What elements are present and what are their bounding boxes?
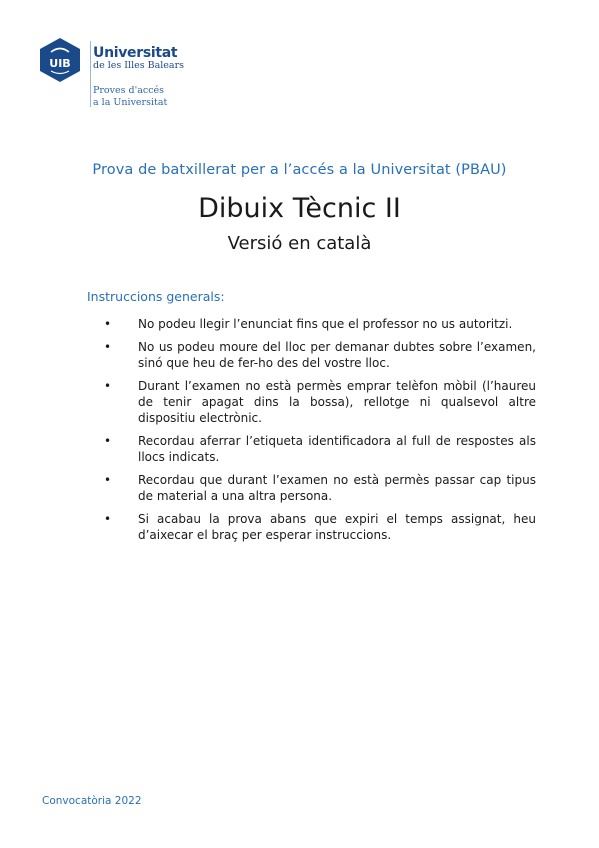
bullet-icon: •: [104, 473, 112, 487]
bullet-icon: •: [104, 317, 112, 331]
instruction-text: No podeu llegir l’enunciat fins que el professor no us autoritzi.: [138, 317, 513, 331]
university-subtitle: de les Illes Balears: [93, 60, 185, 71]
subject-version: Versió en català: [227, 233, 372, 254]
program-line-2: a la Universitat: [93, 97, 168, 108]
instruction-item: [87, 433, 536, 465]
instruction-text: Durant l’examen no està permès emprar telèfon mòbil (l’haureu de tenir apagat dins la bossa), rellotge ni qualsevol altre dispositiu electrònic.: [138, 379, 536, 425]
uib-seal-icon: [37, 37, 83, 83]
instruction-item: [87, 472, 536, 504]
instruction-item: [87, 511, 536, 543]
instruction-item: [87, 316, 536, 332]
bullet-icon: •: [104, 379, 112, 393]
instruction-item: [87, 339, 536, 371]
footer-convocatoria: Convocatòria 2022: [42, 795, 142, 807]
program-line-1: Proves d'accés: [93, 85, 165, 96]
subject-title: Dibuix Tècnic II: [198, 193, 401, 224]
instruction-text: No us podeu moure del lloc per demanar dubtes sobre l’examen, sinó que heu de fer-ho des del vostre lloc.: [138, 340, 536, 370]
instruction-item: [87, 378, 536, 426]
bullet-icon: •: [104, 512, 112, 526]
logo-divider: [90, 41, 91, 107]
instruction-text: Si acabau la prova abans que expiri el temps assignat, heu d’aixecar el braç per esperar instruccions.: [138, 512, 536, 542]
exam-heading: Prova de batxillerat per a l’accés a la Universitat (PBAU): [92, 162, 507, 178]
instruction-text: Recordau que durant l’examen no està permès passar cap tipus de material a una altra persona.: [138, 473, 536, 503]
university-logo: [37, 37, 237, 109]
university-name: Universitat: [93, 45, 178, 61]
instructions-list: [87, 316, 536, 550]
instructions-title: Instruccions generals:: [87, 289, 225, 304]
seal-text: UIB: [49, 57, 71, 70]
instruction-text: Recordau aferrar l’etiqueta identificadora al full de respostes als llocs indicats.: [138, 434, 536, 464]
bullet-icon: •: [104, 340, 112, 354]
bullet-icon: •: [104, 434, 112, 448]
